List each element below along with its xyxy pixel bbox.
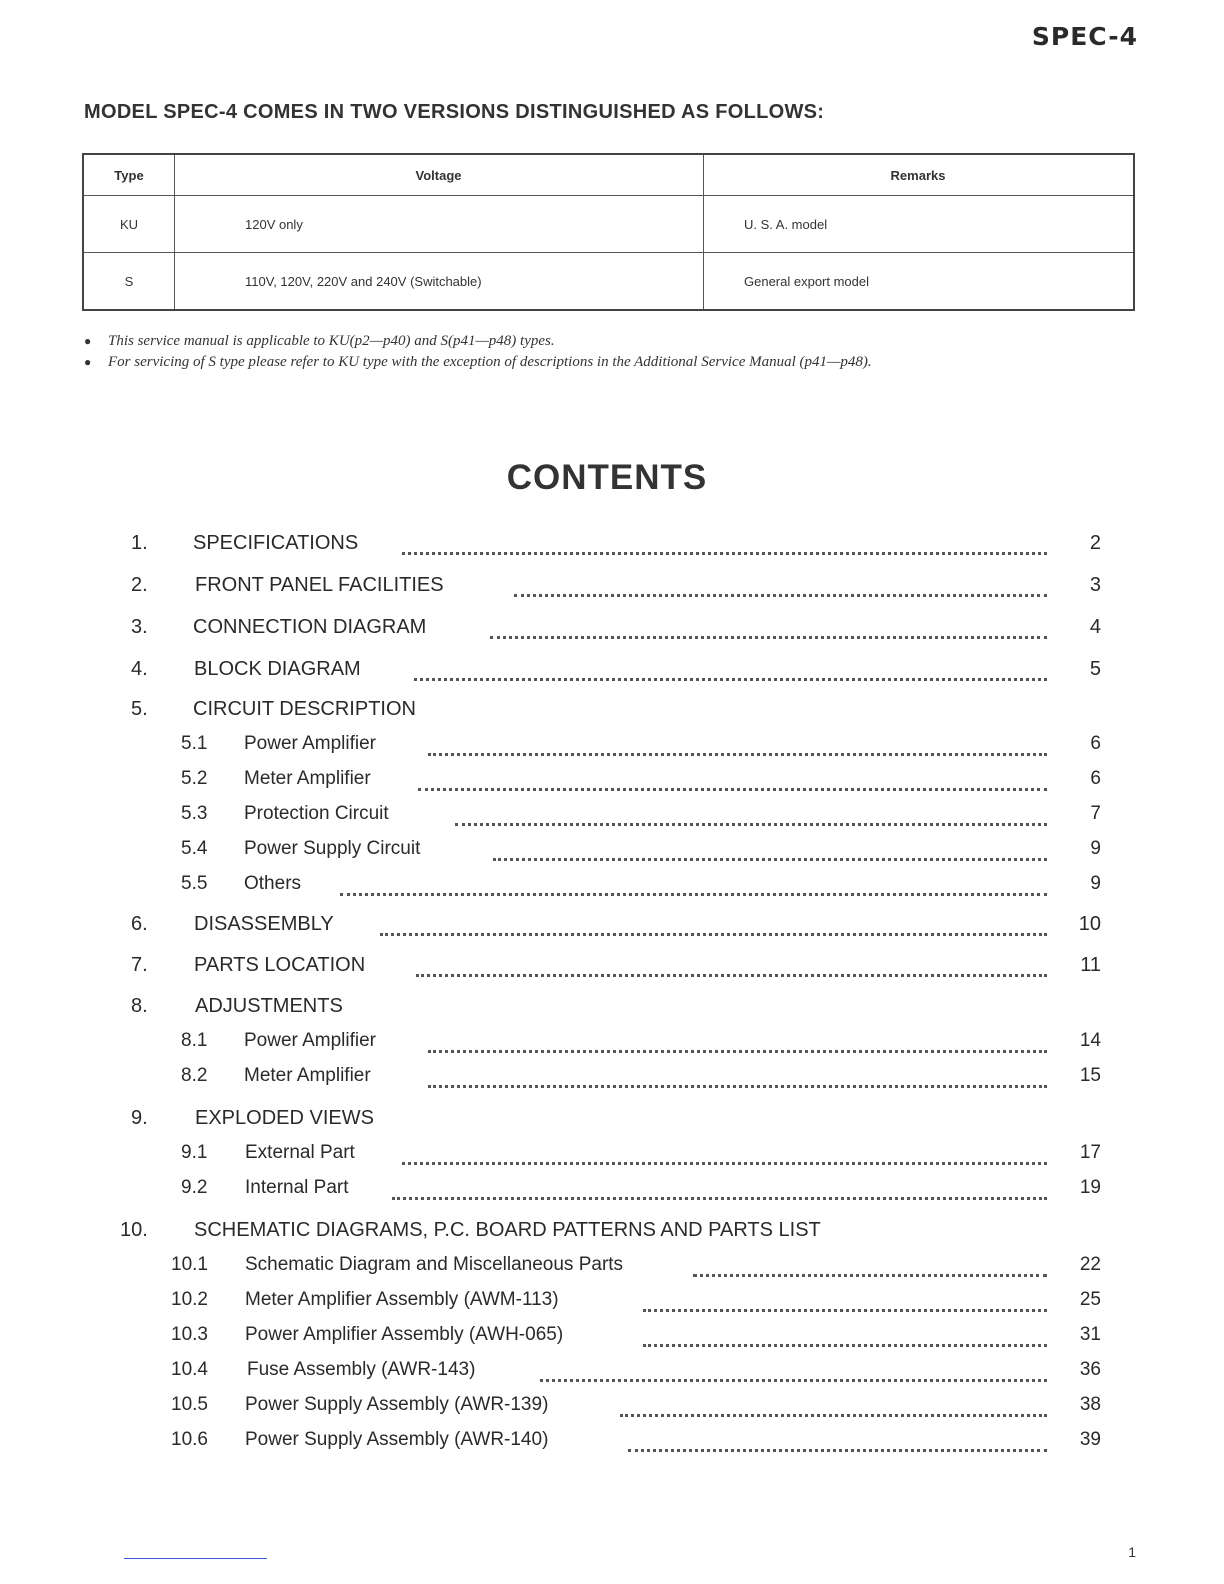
toc-leader-dots <box>340 879 1047 896</box>
toc-entry-page: 25 <box>1079 1289 1101 1310</box>
toc-entry-page: 4 <box>1089 616 1101 638</box>
toc-entry-number: 10.4 <box>171 1359 208 1380</box>
toc-entry <box>0 658 1224 688</box>
footer-rule <box>124 1558 267 1559</box>
toc-entry-number: 9.1 <box>181 1142 208 1163</box>
toc-entry <box>0 1429 1224 1459</box>
toc-leader-dots <box>693 1260 1047 1277</box>
toc-leader-dots <box>418 774 1047 791</box>
toc-entry-number: 5.4 <box>181 838 208 859</box>
toc-entry-label: EXPLODED VIEWS <box>195 1107 374 1129</box>
toc-entry-number: 8. <box>131 995 148 1017</box>
toc-entry <box>0 1107 1224 1137</box>
toc-leader-dots <box>402 1148 1047 1165</box>
toc-entry-page: 17 <box>1079 1142 1101 1163</box>
toc-entry-number: 2. <box>131 574 148 596</box>
toc-leader-dots <box>402 538 1047 555</box>
toc-entry-label: Meter Amplifier <box>244 768 371 789</box>
toc-entry-page: 11 <box>1080 954 1101 976</box>
toc-entry-number: 10.5 <box>171 1394 208 1415</box>
toc-entry <box>0 803 1224 833</box>
toc-entry <box>0 1030 1224 1060</box>
toc-entry-page: 5 <box>1089 658 1101 680</box>
page-number: 1 <box>1128 1544 1136 1560</box>
toc-entry <box>0 1177 1224 1207</box>
toc-entry-label: SCHEMATIC DIAGRAMS, P.C. BOARD PATTERNS AND PARTS LIST <box>194 1219 821 1241</box>
toc-leader-dots <box>514 580 1047 597</box>
cell-voltage: 110V, 120V, 220V and 240V (Switchable) <box>175 253 704 311</box>
toc-entry-number: 5.3 <box>181 803 208 824</box>
toc-entry-label: Power Supply Circuit <box>244 838 421 859</box>
note-text: For servicing of S type please refer to KU type with the exception of descriptions in the Additional Service Manual (p41—p48). <box>108 354 872 370</box>
toc-leader-dots <box>414 664 1047 681</box>
toc-leader-dots <box>428 1071 1047 1088</box>
toc-entry-label: Others <box>244 873 302 894</box>
toc-entry-number: 10.6 <box>171 1429 208 1450</box>
toc-entry-number: 5.2 <box>181 768 208 789</box>
note-text: This service manual is applicable to KU(p2—p40) and S(p41—p48) types. <box>108 333 555 349</box>
toc-entry <box>0 1359 1224 1389</box>
toc-entry <box>0 532 1224 562</box>
toc-entry-label: SPECIFICATIONS <box>193 532 359 554</box>
toc-entry-page: 3 <box>1089 574 1101 596</box>
toc-entry-label: CIRCUIT DESCRIPTION <box>193 698 416 720</box>
toc-entry-label: Power Supply Assembly (AWR-140) <box>245 1429 549 1450</box>
toc-entry-number: 5.1 <box>181 733 208 754</box>
toc-entry-number: 1. <box>131 532 148 554</box>
toc-entry-number: 8.1 <box>181 1030 208 1051</box>
cell-voltage: 120V only <box>175 196 704 253</box>
toc-entry-label: DISASSEMBLY <box>194 913 334 935</box>
toc-entry-number: 3. <box>131 616 148 638</box>
toc-entry-page: 36 <box>1079 1359 1101 1380</box>
toc-leader-dots <box>643 1330 1047 1347</box>
toc-leader-dots <box>455 809 1047 826</box>
toc-leader-dots <box>490 622 1047 639</box>
toc-entry-label: Power Amplifier Assembly (AWH-065) <box>245 1324 564 1345</box>
toc-entry-page: 31 <box>1079 1324 1101 1345</box>
toc-entry-number: 5. <box>131 698 148 720</box>
toc-entry-label: PARTS LOCATION <box>194 954 366 976</box>
toc-entry <box>0 574 1224 604</box>
versions-intro-heading: MODEL SPEC-4 COMES IN TWO VERSIONS DISTINGUISHED AS FOLLOWS: <box>84 101 825 123</box>
toc-entry-label: Meter Amplifier Assembly (AWM-113) <box>245 1289 559 1310</box>
toc-entry-label: External Part <box>245 1142 355 1163</box>
toc-leader-dots <box>416 960 1047 977</box>
contents-heading: CONTENTS <box>506 458 708 497</box>
cell-remarks: U. S. A. model <box>704 196 1135 253</box>
toc-entry-label: BLOCK DIAGRAM <box>194 658 361 680</box>
toc-leader-dots <box>620 1400 1047 1417</box>
toc-entry <box>0 698 1224 728</box>
toc-entry-page: 2 <box>1089 532 1101 554</box>
toc-entry <box>0 954 1224 984</box>
toc-entry-label: ADJUSTMENTS <box>195 995 343 1017</box>
column-header-remarks: Remarks <box>704 154 1135 196</box>
toc-entry-page: 38 <box>1079 1394 1101 1415</box>
toc-entry <box>0 616 1224 646</box>
toc-entry-number: 10.2 <box>171 1289 208 1310</box>
toc-entry <box>0 733 1224 763</box>
toc-entry-page: 7 <box>1090 803 1101 824</box>
toc-entry-number: 6. <box>131 913 148 935</box>
toc-entry-label: Schematic Diagram and Miscellaneous Parts <box>245 1254 624 1275</box>
cell-type: S <box>83 253 175 311</box>
toc-entry-number: 5.5 <box>181 873 208 894</box>
toc-leader-dots <box>628 1435 1047 1452</box>
toc-entry <box>0 995 1224 1025</box>
toc-entry-number: 10. <box>120 1219 148 1241</box>
toc-leader-dots <box>380 919 1047 936</box>
toc-entry <box>0 1219 1224 1249</box>
toc-entry-label: CONNECTION DIAGRAM <box>193 616 427 638</box>
cell-remarks: General export model <box>704 253 1135 311</box>
toc-entry <box>0 1065 1224 1095</box>
toc-entry-label: Internal Part <box>245 1177 349 1198</box>
toc-leader-dots <box>643 1295 1047 1312</box>
toc-entry-page: 39 <box>1079 1429 1101 1450</box>
toc-entry-label: Power Amplifier <box>244 1030 376 1051</box>
toc-entry <box>0 913 1224 943</box>
toc-entry-page: 14 <box>1079 1030 1101 1051</box>
column-header-type: Type <box>83 154 175 196</box>
toc-entry-number: 9. <box>131 1107 148 1129</box>
toc-leader-dots <box>540 1365 1047 1382</box>
toc-entry-label: Power Supply Assembly (AWR-139) <box>245 1394 549 1415</box>
toc-entry-number: 9.2 <box>181 1177 208 1198</box>
model-title: SPEC-4 <box>1031 22 1138 51</box>
toc-entry <box>0 873 1224 903</box>
toc-entry <box>0 1142 1224 1172</box>
toc-entry <box>0 1289 1224 1319</box>
toc-entry-label: Meter Amplifier <box>244 1065 371 1086</box>
toc-leader-dots <box>428 1036 1047 1053</box>
toc-entry-page: 15 <box>1079 1065 1101 1086</box>
toc-entry-number: 4. <box>131 658 148 680</box>
toc-leader-dots <box>493 844 1047 861</box>
toc-entry-page: 6 <box>1090 733 1101 754</box>
toc-entry-number: 8.2 <box>181 1065 208 1086</box>
toc-entry-label: Fuse Assembly (AWR-143) <box>247 1359 476 1380</box>
toc-entry-label: Protection Circuit <box>244 803 389 824</box>
toc-entry-label: Power Amplifier <box>244 733 376 754</box>
toc-entry <box>0 1324 1224 1354</box>
toc-entry-page: 19 <box>1079 1177 1101 1198</box>
toc-leader-dots <box>428 739 1047 756</box>
toc-entry-page: 6 <box>1090 768 1101 789</box>
toc-entry-number: 10.3 <box>171 1324 208 1345</box>
bullet-icon: ● <box>84 334 92 348</box>
toc-entry-number: 10.1 <box>171 1254 208 1275</box>
toc-entry-page: 22 <box>1079 1254 1101 1275</box>
toc-entry-page: 9 <box>1090 838 1101 859</box>
toc-entry-page: 9 <box>1090 873 1101 894</box>
bullet-icon: ● <box>84 355 92 369</box>
toc-entry <box>0 768 1224 798</box>
toc-entry-number: 7. <box>131 954 148 976</box>
toc-entry-label: FRONT PANEL FACILITIES <box>195 574 444 596</box>
cell-type: KU <box>83 196 175 253</box>
toc-entry <box>0 838 1224 868</box>
toc-entry-page: 10 <box>1078 913 1101 935</box>
toc-entry <box>0 1394 1224 1424</box>
toc-entry <box>0 1254 1224 1284</box>
toc-leader-dots <box>392 1183 1047 1200</box>
column-header-voltage: Voltage <box>175 154 704 196</box>
